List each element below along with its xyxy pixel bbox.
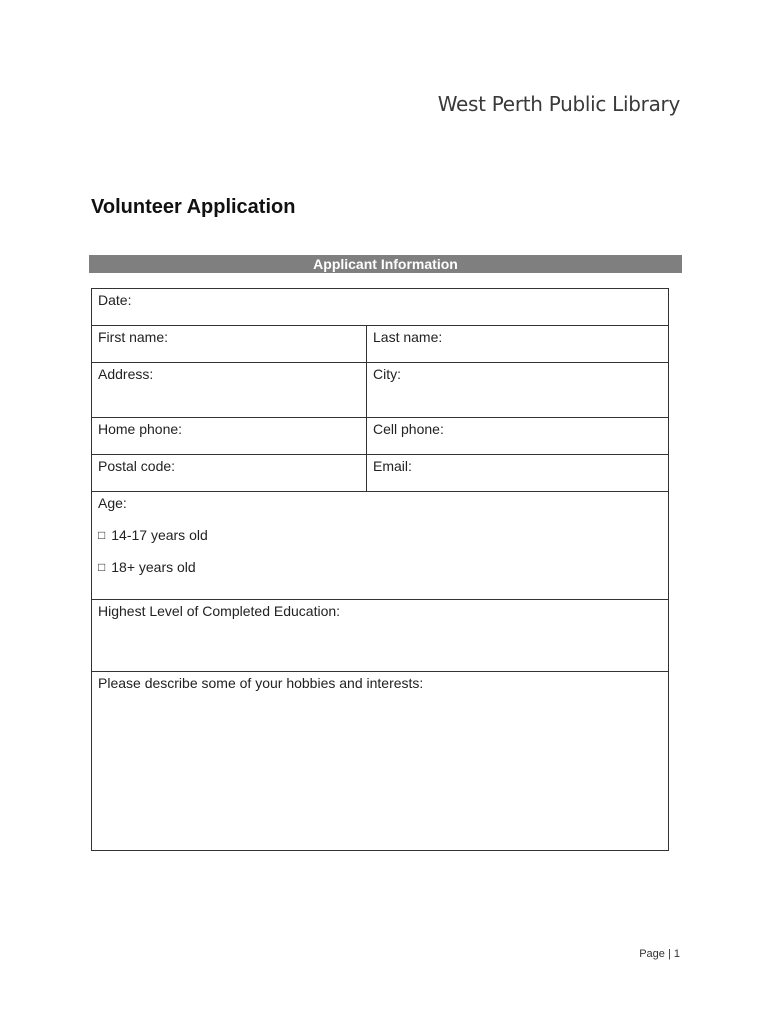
- applicant-form-table: [91, 288, 669, 851]
- age-label: Age:: [98, 495, 127, 511]
- first-name-field[interactable]: [92, 326, 367, 363]
- age-field: [92, 492, 669, 600]
- city-field[interactable]: [367, 363, 669, 418]
- home-phone-field[interactable]: [92, 418, 367, 455]
- hobbies-label: Please describe some of your hobbies and interests:: [98, 675, 424, 691]
- home-phone-label: Home phone:: [98, 421, 183, 437]
- section-header-applicant-information: Applicant Information: [89, 255, 682, 273]
- last-name-field[interactable]: [367, 326, 669, 363]
- checkbox-icon[interactable]: □: [98, 560, 106, 574]
- email-field[interactable]: [367, 455, 669, 492]
- age-option-label: 14-17 years old: [111, 527, 208, 543]
- first-name-label: First name:: [98, 329, 169, 345]
- city-label: City:: [373, 366, 401, 382]
- cell-phone-field[interactable]: [367, 418, 669, 455]
- postal-code-label: Postal code:: [98, 458, 176, 474]
- age-option-label: 18+ years old: [111, 559, 196, 575]
- organization-header: West Perth Public Library: [437, 92, 680, 116]
- age-option-18-plus[interactable]: [98, 559, 662, 575]
- checkbox-icon[interactable]: □: [98, 528, 106, 542]
- date-label: Date:: [98, 292, 132, 308]
- education-field[interactable]: [92, 600, 669, 672]
- address-field[interactable]: [92, 363, 367, 418]
- last-name-label: Last name:: [373, 329, 443, 345]
- address-label: Address:: [98, 366, 154, 382]
- postal-code-field[interactable]: [92, 455, 367, 492]
- cell-phone-label: Cell phone:: [373, 421, 444, 437]
- age-option-14-17[interactable]: [98, 527, 662, 543]
- email-label: Email:: [373, 458, 412, 474]
- date-field[interactable]: [92, 289, 669, 326]
- education-label: Highest Level of Completed Education:: [98, 603, 341, 619]
- hobbies-field[interactable]: [92, 672, 669, 851]
- page-number: Page | 1: [639, 948, 680, 960]
- document-title: Volunteer Application: [91, 196, 296, 218]
